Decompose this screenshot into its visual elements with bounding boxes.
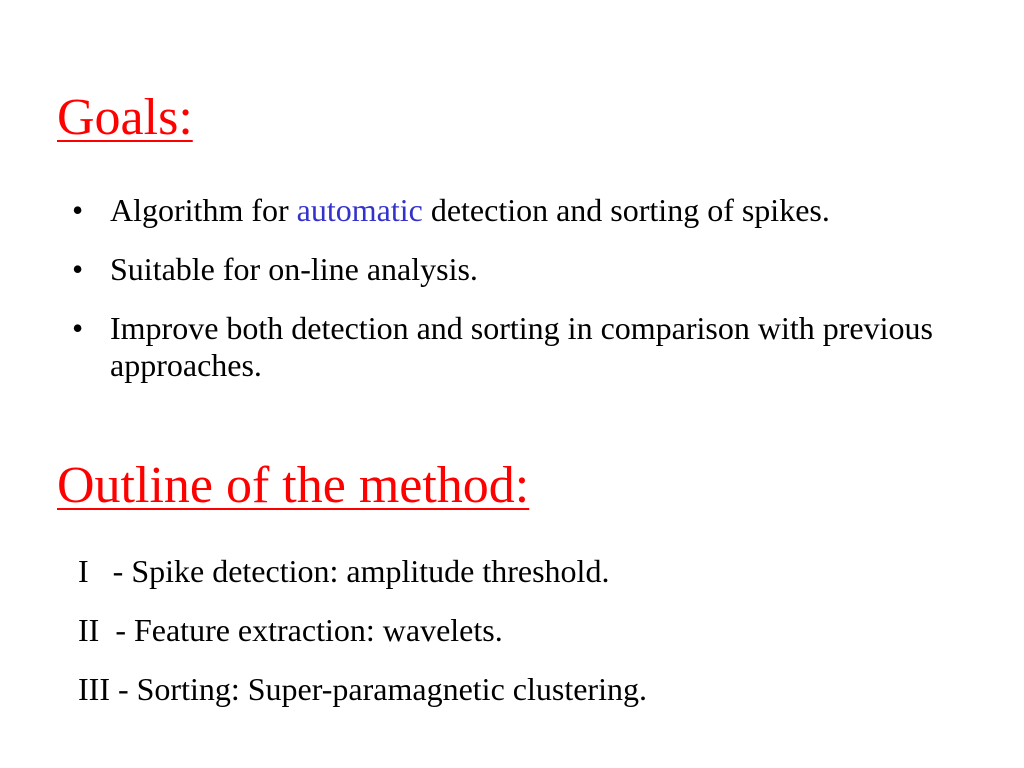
goal-item — [72, 251, 1017, 288]
goals-heading: Goals: — [57, 89, 193, 146]
goal-text-after: detection and sorting of spikes. — [422, 192, 830, 228]
bullet-icon: • — [72, 251, 84, 287]
goal-text-before: Algorithm for — [110, 192, 297, 228]
method-step: III - Sorting: Super-paramagnetic clustering. — [78, 671, 647, 707]
goal-item — [72, 310, 1017, 384]
method-steps-list — [78, 553, 647, 730]
goal-text: Suitable for on-line analysis. — [110, 251, 478, 287]
goal-item — [72, 192, 1017, 229]
outline-heading: Outline of the method: — [57, 457, 530, 514]
goal-highlight-automatic: automatic — [296, 192, 423, 228]
bullet-icon: • — [72, 310, 84, 346]
goals-list — [72, 192, 1017, 406]
goal-text: Improve both detection and sorting in comparison with previous approaches. — [110, 310, 933, 383]
bullet-icon: • — [72, 192, 84, 228]
method-step: I - Spike detection: amplitude threshold. — [78, 553, 610, 589]
method-step: II - Feature extraction: wavelets. — [78, 612, 503, 648]
